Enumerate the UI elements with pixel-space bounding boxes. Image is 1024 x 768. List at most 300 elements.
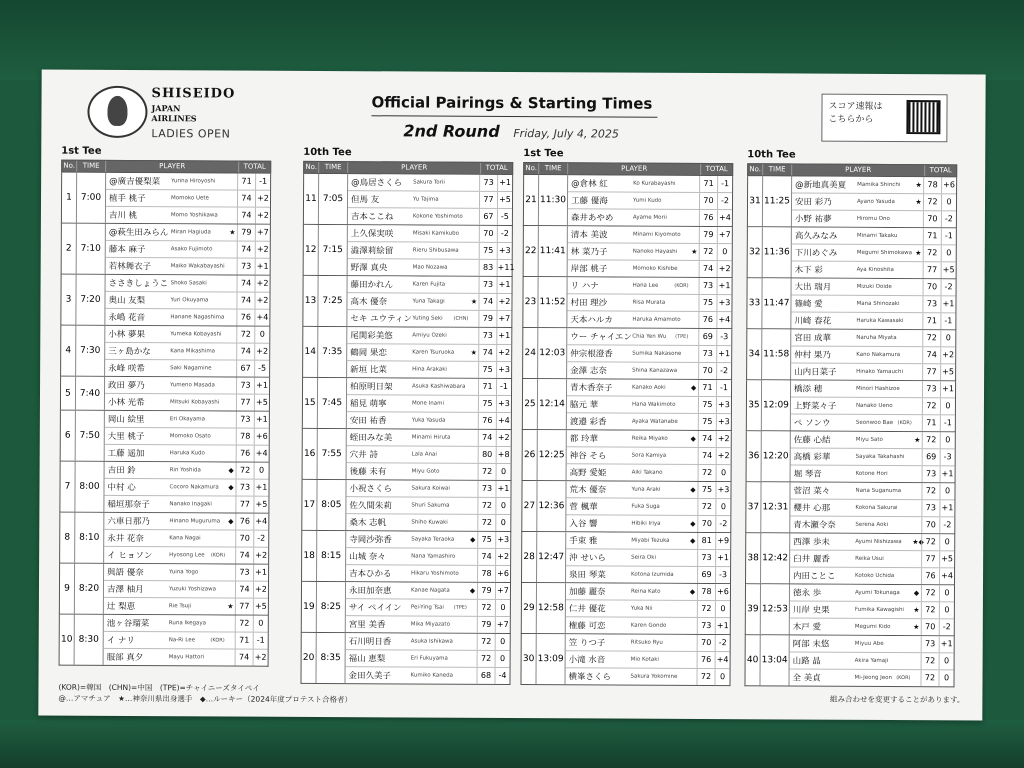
player-name-en: Aya Kinoshita (856, 266, 894, 273)
player-name-jp: 岸部 桃子 (570, 264, 608, 275)
pairing-group (301, 582, 511, 634)
player-name-en: Maiko Wakabayashi (170, 263, 225, 270)
group-players (790, 584, 954, 635)
player-mark: ★ (913, 606, 920, 615)
player-total: 72 (923, 245, 941, 261)
player-name-en: Cocoro Nakamura (169, 484, 219, 491)
player-to-par: 0 (940, 432, 955, 448)
pairing-group (301, 531, 511, 583)
player-to-par: -1 (941, 228, 956, 244)
player-to-par: +4 (253, 514, 268, 530)
tee-time: 11:47 (762, 278, 791, 328)
player-row (104, 513, 268, 531)
player-name-jp: 尾関彩美悠 (350, 331, 393, 342)
tee-time: 12:14 (538, 379, 567, 429)
player-total: 73 (236, 378, 254, 394)
player-total: 77 (479, 192, 497, 208)
player-mark: ◆ (690, 383, 697, 392)
player-row (104, 581, 268, 599)
group-players (347, 276, 511, 327)
player-name-jp: ウー チャイエン (570, 332, 632, 343)
player-name-jp: 若林舞衣子 (108, 261, 152, 273)
player-name-en: Sakura Torii (413, 179, 445, 186)
player-nationality: (KOR) (210, 637, 225, 644)
player-name-jp: 永峰 咲希 (108, 363, 145, 375)
player-name-jp: 青木瀬令奈 (793, 520, 836, 531)
group-players (104, 564, 268, 615)
player-row (346, 548, 510, 566)
player-row (347, 378, 511, 396)
player-name-en: Nanoko Hayashi (632, 248, 678, 255)
player-name-jp: 桑木 志帆 (349, 518, 387, 529)
player-row (790, 584, 954, 602)
group-number: 4 (61, 326, 76, 376)
group-players (105, 377, 269, 411)
player-to-par: 0 (941, 245, 956, 261)
group-players (106, 224, 270, 275)
player-total: 75 (478, 396, 496, 412)
player-row (566, 583, 730, 601)
player-to-par: +4 (939, 568, 954, 584)
player-total: 75 (479, 243, 497, 259)
player-name-en: Eri Okayama (169, 416, 206, 423)
player-total: 73 (478, 328, 496, 344)
player-row (105, 411, 269, 429)
group-players (790, 533, 954, 584)
player-row (105, 309, 269, 326)
player-to-par: +3 (716, 414, 731, 430)
group-players (346, 480, 510, 531)
tournament-logo-icon (87, 86, 147, 138)
player-to-par: -5 (254, 361, 269, 377)
player-name-en: Reika Usui (855, 555, 884, 562)
legend (58, 682, 352, 706)
player-name-en: Reina Kato (630, 588, 661, 595)
player-row (791, 380, 955, 398)
player-mark: ◆ (228, 466, 234, 475)
player-name-jp: 清本 美波 (570, 230, 608, 241)
player-total: 74 (478, 430, 496, 446)
player-total: 74 (236, 344, 254, 360)
player-name-jp: @新地真美夏 (795, 180, 847, 191)
player-total: 78 (477, 566, 495, 582)
player-name-jp: 高橋 彩華 (793, 452, 831, 463)
player-total: 74 (922, 347, 940, 363)
player-name-jp: 與語 優奈 (107, 567, 144, 579)
player-row (567, 430, 731, 448)
player-name-en: Sakura Koiwai (411, 485, 450, 492)
player-row (790, 482, 954, 500)
player-to-par: +2 (255, 276, 270, 292)
player-total: 77 (235, 599, 253, 615)
group-number: 5 (61, 377, 76, 410)
player-name-en: Momoko Osato (169, 433, 211, 440)
player-name-jp: 中村 心 (107, 482, 136, 494)
pairing-group (520, 634, 730, 686)
player-to-par: +2 (496, 430, 511, 446)
player-nationality: (KOR) (897, 420, 912, 427)
player-to-par: +1 (715, 618, 730, 634)
player-name-en: Yu Tajima (413, 196, 439, 203)
player-to-par: 0 (496, 464, 511, 480)
player-row (790, 652, 954, 670)
player-name-en: Nana Suganuma (855, 487, 902, 495)
tee-column (520, 148, 733, 686)
player-row (567, 379, 731, 397)
player-name-en: Nanako Ueno (855, 402, 893, 409)
player-total: 78 (923, 177, 941, 193)
player-to-par: 0 (940, 330, 955, 346)
player-row (566, 617, 730, 634)
player-total: 70 (921, 619, 939, 635)
player-row (566, 498, 730, 516)
player-total: 67 (236, 361, 254, 377)
player-to-par: +6 (941, 177, 956, 193)
pairing-group (302, 378, 512, 430)
player-name-en: Kana Mikashima (170, 348, 216, 355)
player-name-en: Serena Aoki (855, 521, 889, 528)
player-total: 73 (922, 296, 940, 312)
player-name-jp: 寺岡沙弥香 (349, 535, 392, 546)
player-name-jp: 仲村 果乃 (794, 350, 831, 361)
player-to-par: +7 (495, 617, 510, 633)
player-to-par: +5 (254, 395, 269, 411)
group-number: 25 (523, 379, 538, 429)
player-mark: ★ (229, 228, 236, 237)
player-name-jp: 工藤 優海 (570, 196, 608, 207)
player-to-par: -1 (255, 174, 270, 190)
player-row (346, 633, 510, 651)
group-players (348, 225, 515, 276)
player-name-jp: サイ ペイイン (348, 603, 402, 614)
player-name-jp: 青木香奈子 (570, 383, 613, 394)
player-name-en: Ayaka Watanabe (631, 418, 678, 425)
pairing-group (60, 275, 270, 327)
group-number: 13 (303, 276, 318, 326)
player-row (347, 310, 511, 327)
player-name-en: Shina Kanazawa (632, 367, 678, 374)
player-row (566, 566, 730, 583)
player-name-en: Yuka Yasuda (411, 417, 446, 424)
player-name-en: Mika Miyazato (410, 621, 450, 628)
player-name-jp: 阿部 未悠 (792, 639, 830, 650)
player-name-jp: 泉田 琴菜 (569, 570, 606, 581)
player-total: 81 (697, 533, 715, 549)
player-name-jp: 加藤 麗奈 (568, 587, 606, 598)
player-total: 74 (699, 261, 717, 277)
player-name-en: Hinako Yamauchi (856, 368, 904, 376)
player-row (791, 414, 955, 431)
player-total: 72 (697, 601, 715, 617)
player-row (346, 480, 510, 498)
player-name-en: Asako Fujimoto (170, 246, 213, 253)
player-to-par: -2 (497, 226, 512, 242)
player-name-en: Yuina Yogo (169, 569, 199, 576)
tee-time: 7:15 (319, 225, 348, 275)
player-nationality: (KOR) (674, 282, 689, 289)
player-total: 80 (478, 447, 496, 463)
player-nationality: (CHN) (453, 315, 469, 322)
player-name-en: Kotoko Uchida (855, 572, 895, 580)
player-name-jp: 高木 優奈 (350, 297, 388, 308)
header-time: TIME (539, 163, 568, 174)
round-date: Friday, July 4, 2025 (513, 127, 619, 141)
pairing-group (302, 327, 512, 379)
player-name-jp: 後藤 未有 (349, 467, 387, 478)
player-name-jp: 小林 光希 (107, 397, 145, 409)
player-mark: ★◆ (912, 538, 924, 547)
player-name-en: Kokona Sakurai (855, 504, 898, 512)
player-row (791, 465, 955, 482)
header-total: TOTAL (243, 162, 266, 171)
tee-time: 8:30 (75, 615, 104, 665)
player-row (105, 292, 269, 310)
player-name-en: Karen Gondo (630, 622, 667, 629)
player-mark: ◆ (470, 535, 476, 544)
player-row (565, 668, 729, 685)
player-total: 77 (921, 551, 939, 567)
player-to-par: +5 (253, 497, 268, 513)
player-name-en: Yurina Hiroyoshi (171, 178, 216, 185)
player-total: 72 (477, 600, 495, 616)
tee-label: 1st Tee (61, 145, 102, 157)
group-number: 27 (522, 481, 537, 531)
player-row (567, 464, 731, 481)
player-name-jp: 上野菜々子 (793, 401, 837, 412)
player-name-en: Mao Nozawa (412, 264, 448, 271)
player-name-jp: 但馬 友 (350, 195, 380, 206)
player-total: 78 (697, 584, 715, 600)
tee-time: 7:55 (318, 429, 347, 479)
player-nationality: (KOR) (210, 552, 226, 559)
player-row (105, 428, 269, 446)
player-name-en: Na-Ri Lee (168, 637, 196, 644)
tee-time: 12:20 (762, 431, 791, 481)
player-total: 70 (698, 363, 716, 379)
player-name-en: Miyabi Tezuka (631, 537, 670, 544)
group-players (347, 429, 511, 480)
player-to-par: +5 (941, 262, 956, 278)
player-to-par: -4 (494, 668, 509, 684)
player-to-par: +4 (496, 413, 511, 429)
tee-time: 13:04 (760, 635, 789, 685)
player-to-par: 0 (939, 653, 954, 669)
player-total: 73 (698, 346, 716, 362)
qr-box (821, 94, 947, 143)
player-name-jp: 三ヶ島かな (108, 346, 151, 358)
player-row (568, 226, 732, 244)
player-to-par: +1 (254, 378, 269, 394)
player-to-par: +6 (495, 566, 510, 582)
group-number: 6 (61, 411, 76, 461)
player-row (791, 363, 955, 380)
player-name-jp: 権藤 可恋 (568, 621, 606, 632)
tee-time: 8:25 (317, 582, 346, 632)
tee-time: 7:20 (76, 275, 105, 325)
player-to-par: +5 (939, 551, 954, 567)
group-number: 10 (60, 615, 75, 665)
pairing-group (522, 277, 732, 329)
player-row (104, 496, 268, 513)
player-total: 79 (477, 583, 495, 599)
player-to-par: +8 (496, 447, 511, 463)
player-to-par: +5 (940, 364, 955, 380)
player-total: 75 (698, 295, 716, 311)
player-name-en: Yuna Takagi (412, 298, 445, 305)
player-total: 74 (477, 549, 495, 565)
player-name-jp: 政田 夢乃 (108, 380, 145, 392)
player-total: 76 (235, 514, 253, 530)
group-players (566, 583, 730, 634)
pairing-group (59, 615, 269, 667)
player-row (790, 567, 954, 584)
player-total: 74 (698, 431, 716, 447)
player-name-jp: 大里 桃子 (107, 431, 145, 443)
player-row (566, 634, 730, 652)
player-row (105, 343, 269, 361)
player-name-jp: 蛭田みな美 (349, 433, 393, 444)
player-to-par: +2 (495, 549, 510, 565)
player-total: 74 (235, 548, 253, 564)
pairing-group (522, 328, 732, 380)
player-name-jp: ペ ソンウ (793, 418, 831, 429)
player-to-par: 0 (939, 602, 954, 618)
player-to-par: 0 (495, 634, 510, 650)
player-name-jp: 佐久間朱莉 (349, 501, 392, 512)
group-number: 9 (60, 564, 75, 614)
player-row (566, 549, 730, 567)
player-to-par: +4 (717, 210, 732, 226)
group-players (565, 634, 729, 685)
player-total: 67 (479, 209, 497, 225)
player-name-en: Hiromu Ono (856, 215, 890, 222)
group-players (567, 277, 731, 328)
tee-time: 8:20 (75, 564, 104, 614)
player-name-en: Haruka Kudo (169, 450, 205, 457)
player-name-en: Megumi Kido (854, 623, 891, 630)
pairing-group (60, 326, 270, 378)
player-nationality: (KOR) (896, 675, 911, 682)
pairing-group (61, 224, 271, 276)
player-name-jp: 木戸 愛 (792, 622, 822, 633)
player-row (348, 225, 512, 243)
group-number: 11 (304, 174, 319, 224)
player-row (346, 497, 510, 515)
group-number: 38 (746, 533, 761, 583)
player-name-en: Miran Hagiuda (170, 229, 211, 236)
group-number: 32 (748, 227, 763, 277)
player-row (348, 259, 515, 276)
player-total: 75 (698, 414, 716, 430)
background-top (0, 0, 1024, 80)
player-total: 73 (922, 381, 940, 397)
player-total: 70 (923, 279, 941, 295)
header-player: PLAYER (568, 163, 701, 175)
player-name-en: Yumeka Kobayashi (170, 331, 222, 338)
player-row (790, 618, 954, 635)
player-name-en: Misaki Kamikubo (412, 230, 459, 237)
tee-column (300, 147, 513, 685)
player-to-par: +3 (495, 532, 510, 548)
player-name-en: Seonwoo Bae (855, 419, 894, 426)
player-row (567, 311, 731, 328)
player-total: 69 (697, 567, 715, 583)
player-to-par: +2 (253, 582, 268, 598)
player-name-en: Yuting Seki (412, 315, 443, 322)
player-name-jp: 辻 梨恵 (106, 601, 136, 613)
player-name-en: Ritsuko Ryu (630, 639, 663, 646)
player-total: 77 (922, 364, 940, 380)
player-to-par: +1 (717, 278, 732, 294)
player-row (790, 550, 954, 568)
group-number: 40 (745, 635, 760, 685)
player-name-jp: 山内日菜子 (794, 367, 837, 378)
header-no: No. (304, 162, 319, 173)
player-name-en: Asuka Ishikawa (410, 638, 453, 645)
player-row (348, 208, 512, 225)
player-name-jp: @廣吉優梨菜 (109, 176, 161, 188)
player-to-par: 0 (717, 244, 732, 260)
player-name-en: Pei-Ying Tsai (410, 604, 444, 611)
player-name-en: Miyu Goto (411, 468, 440, 475)
player-name-jp: 永嶋 花音 (108, 312, 146, 324)
player-to-par: -1 (717, 176, 732, 192)
player-row (104, 649, 268, 666)
player-total: 73 (479, 175, 497, 191)
player-name-en: Hinano Muguruma (169, 518, 221, 525)
brand-ladies-open: LADIES OPEN (151, 127, 231, 141)
player-name-en: Minami Hiruta (411, 434, 451, 441)
player-total: 79 (237, 225, 255, 241)
player-to-par: +4 (254, 446, 269, 462)
player-name-en: Nana Yamashiro (411, 553, 456, 560)
player-row (105, 462, 269, 480)
player-name-jp: 仲宗根澄香 (570, 349, 613, 360)
player-name-en: Ayame Morii (632, 214, 667, 221)
player-to-par: +2 (496, 294, 511, 310)
tee-time: 12:47 (537, 532, 566, 582)
player-to-par: +3 (715, 482, 730, 498)
player-name-jp: 鶴岡 果恋 (350, 348, 387, 359)
player-total: 76 (921, 568, 939, 584)
player-total: 70 (921, 517, 939, 533)
player-to-par: +2 (255, 208, 270, 224)
group-players (105, 326, 269, 377)
player-name-jp: 安田 祐香 (349, 416, 387, 427)
group-players (104, 462, 268, 513)
player-total: 71 (237, 174, 255, 190)
group-players (791, 278, 955, 329)
pairing-group (745, 482, 955, 534)
player-name-jp: 横峯さくら (568, 672, 612, 683)
pairing-group (744, 635, 954, 687)
player-name-jp: 藤本 麻子 (108, 244, 146, 256)
player-name-jp: 奥山 友梨 (108, 295, 146, 307)
header-no: No. (748, 164, 763, 175)
player-name-en: Shiho Kuwaki (411, 519, 448, 526)
player-total: 75 (478, 362, 496, 378)
player-name-en: Rie Tsuji (168, 603, 192, 610)
group-players (104, 513, 268, 564)
player-row (105, 445, 269, 462)
player-to-par: +2 (255, 191, 270, 207)
player-name-en: Haruka Amamoto (632, 316, 681, 323)
player-to-par: -2 (716, 363, 731, 379)
player-name-en: Miyu Sato (855, 436, 883, 443)
player-name-jp: 山城 奈々 (349, 552, 386, 563)
qr-code-icon[interactable] (906, 100, 940, 134)
player-total: 73 (697, 550, 715, 566)
